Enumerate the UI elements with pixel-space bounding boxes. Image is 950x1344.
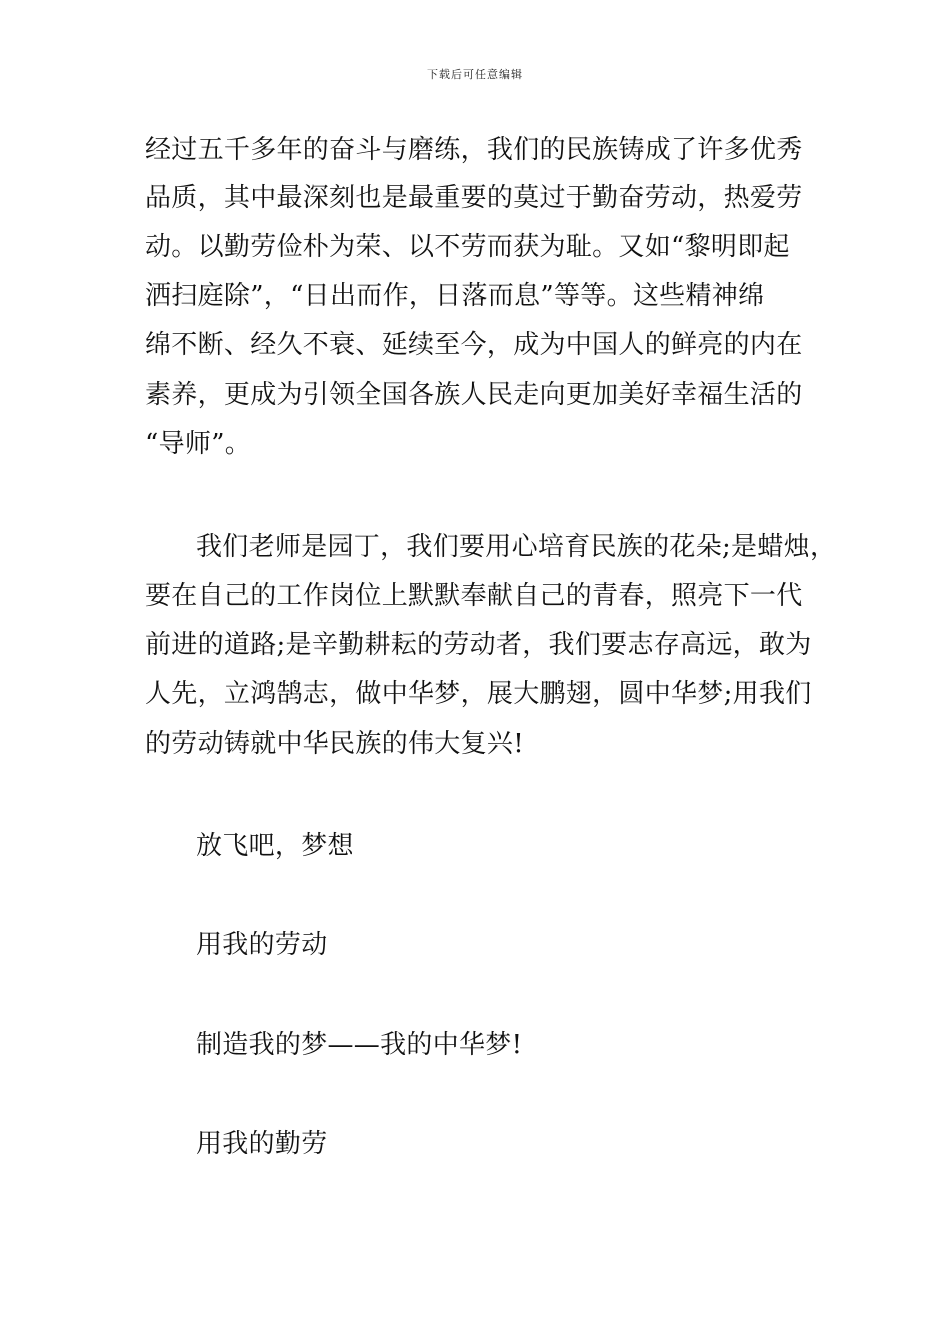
poem-line: 制造我的梦——我的中华梦! — [196, 1030, 523, 1060]
poem-line: 用我的劳动 — [196, 930, 328, 960]
paragraph-1-line: 洒扫庭除”，“日出而作，日落而息”等等。这些精神绵 — [145, 281, 765, 311]
paragraph-1-line: 品质，其中最深刻也是最重要的莫过于勤奋劳动，热爱劳 — [145, 183, 803, 213]
paragraph-1-line: 绵不断、经久不衰、延续至今，成为中国人的鲜亮的内在 — [145, 330, 803, 360]
paragraph-1-line: 素养，更成为引领全国各族人民走向更加美好幸福生活的 — [145, 380, 803, 410]
paragraph-1-line: 经过五千多年的奋斗与磨练，我们的民族铸成了许多优秀 — [145, 135, 803, 165]
paragraph-2-line: 人先，立鸿鹄志，做中华梦，展大鹏翅，圆中华梦;用我们 — [145, 679, 812, 709]
paragraph-1-line: 动。以勤劳俭朴为荣、以不劳而获为耻。又如“黎明即起 — [145, 232, 790, 262]
paragraph-2-line: 要在自己的工作岗位上默默奉献自己的青春，照亮下一代 — [145, 581, 803, 611]
paragraph-2-line: 的劳动铸就中华民族的伟大复兴! — [145, 729, 524, 759]
header-note: 下载后可任意编辑 — [427, 68, 523, 81]
poem-line: 放飞吧，梦想 — [196, 831, 354, 861]
poem-line: 用我的勤劳 — [196, 1129, 328, 1159]
paragraph-1-line: “导师”。 — [145, 429, 252, 459]
paragraph-2-line: 我们老师是园丁，我们要用心培育民族的花朵;是蜡烛， — [196, 532, 837, 562]
paragraph-2-line: 前进的道路;是辛勤耕耘的劳动者，我们要志存高远，敢为 — [145, 630, 812, 660]
